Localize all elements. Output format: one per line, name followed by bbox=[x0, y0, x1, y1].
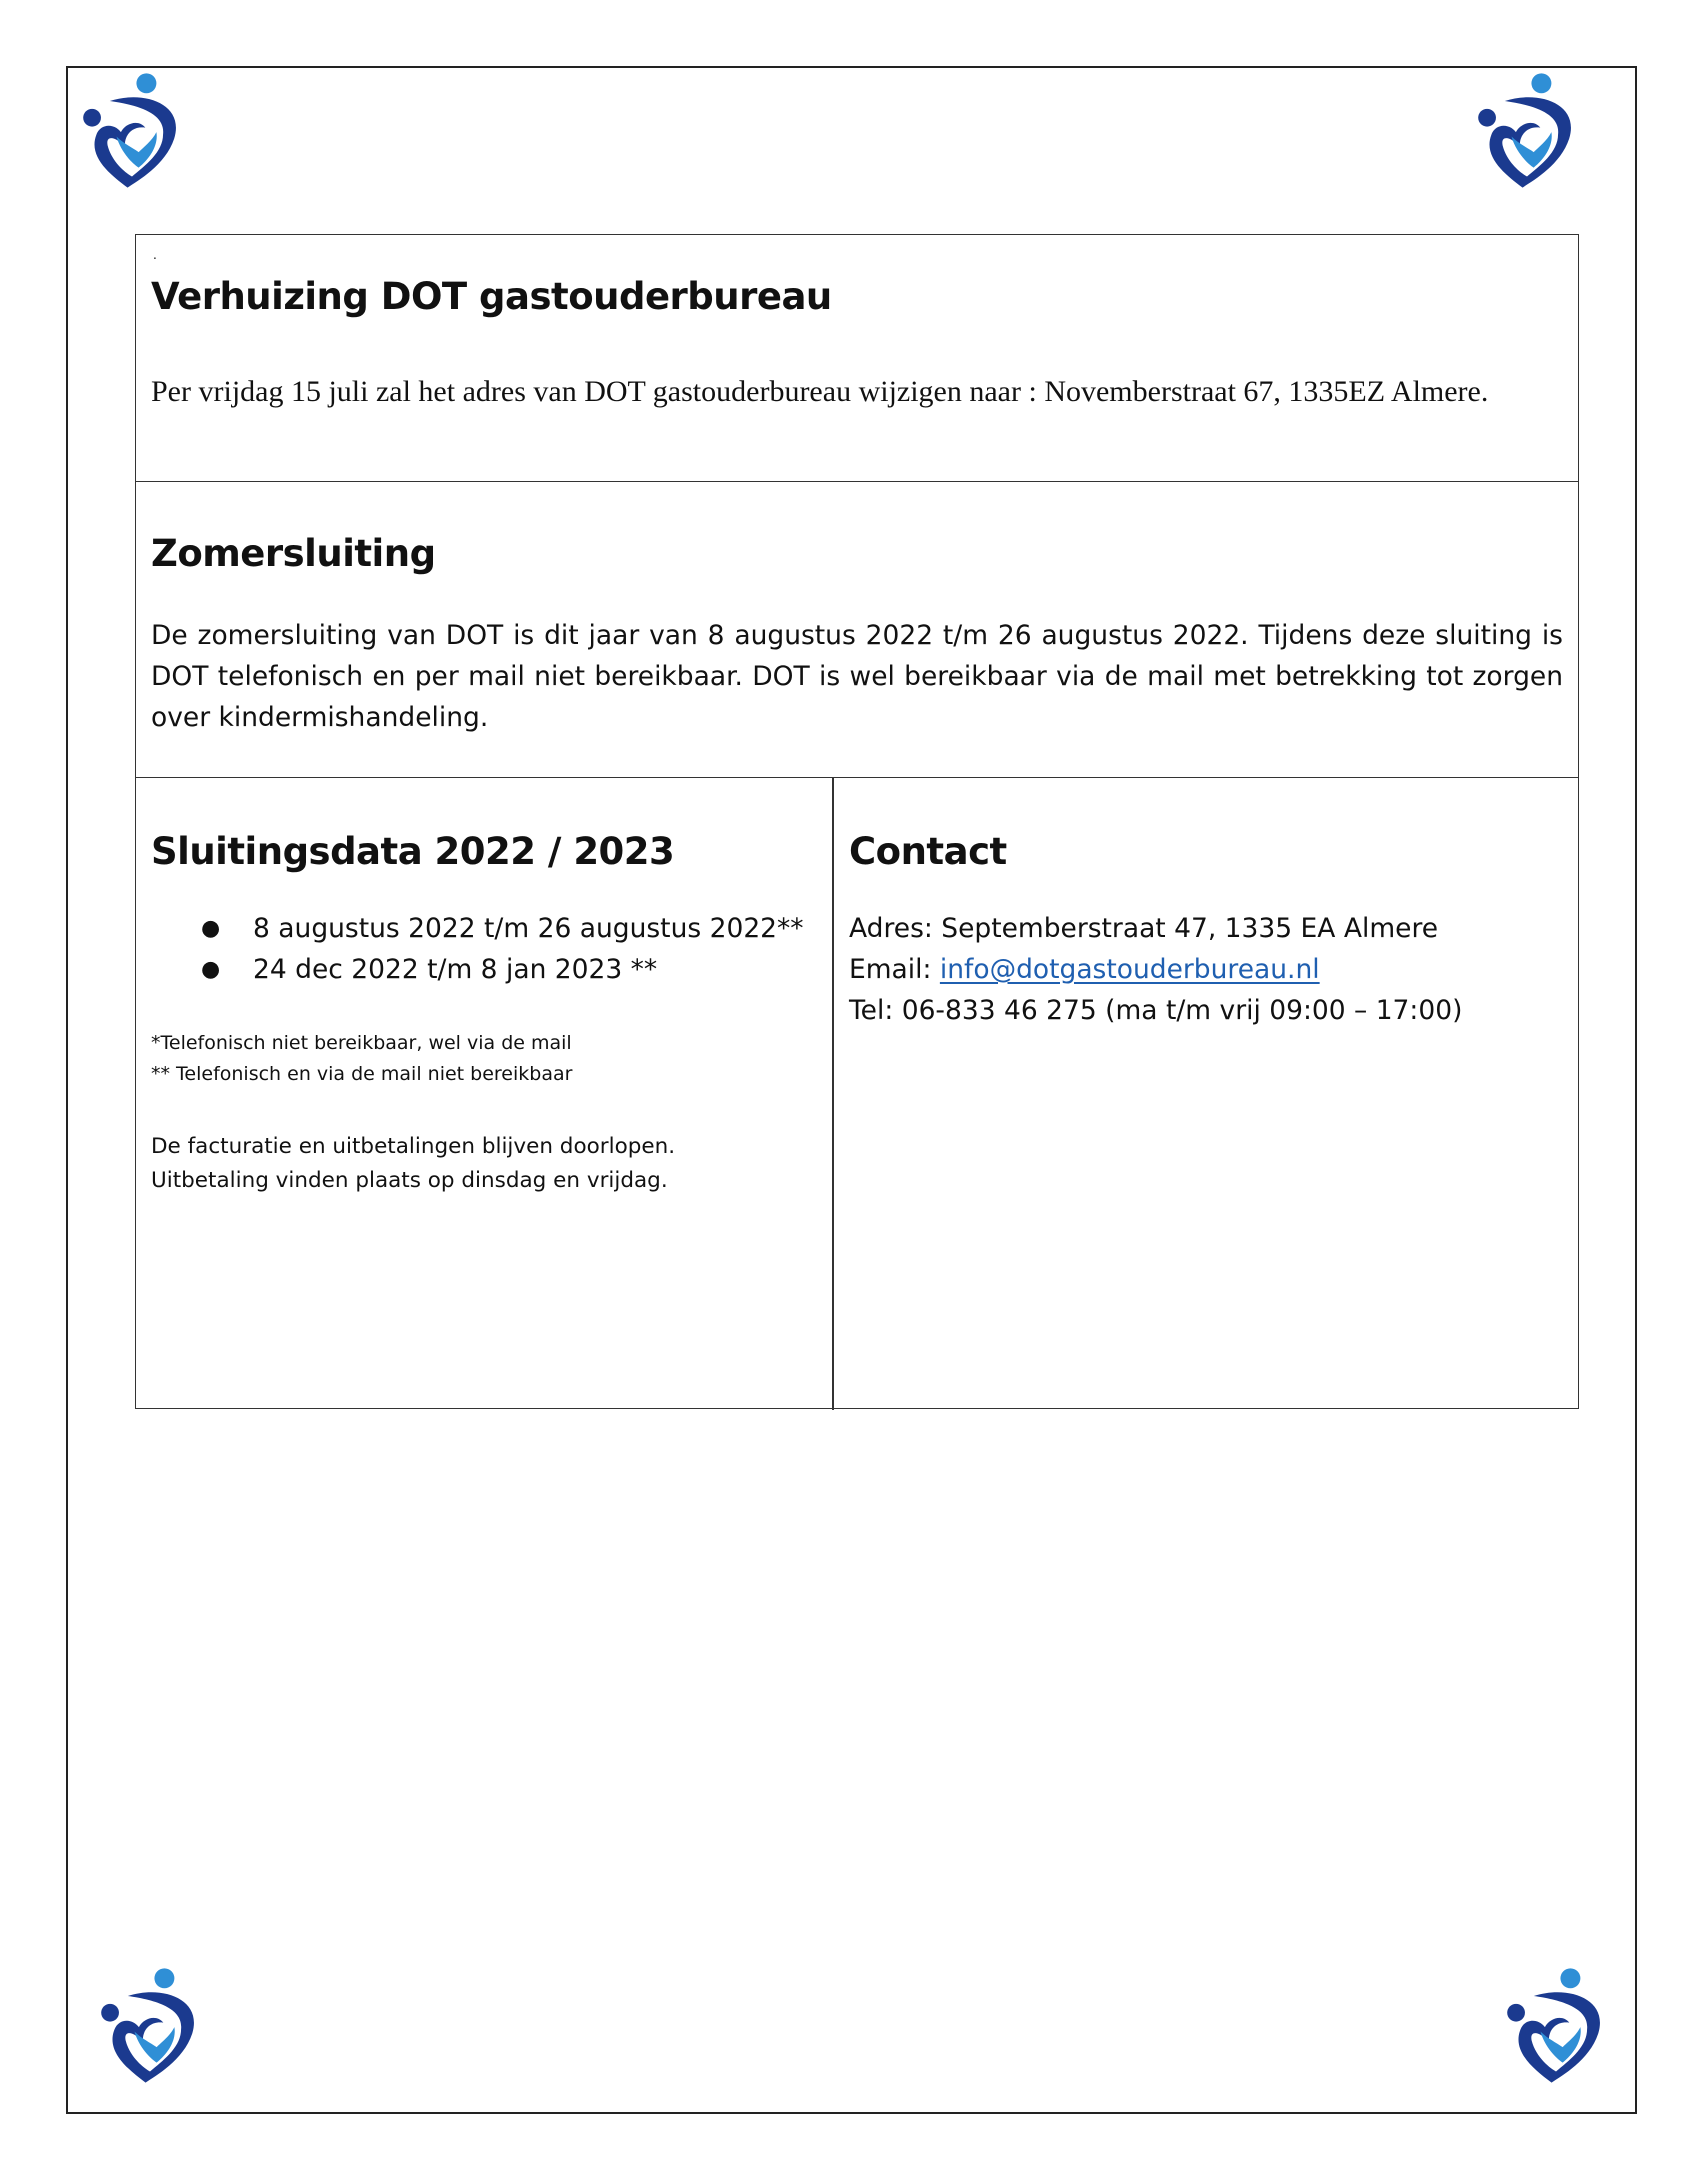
heart-logo-icon bbox=[94, 1965, 206, 2087]
note-line: ** Telefonisch en via de mail niet bereikbaar bbox=[151, 1063, 573, 1085]
email-label: Email: bbox=[849, 954, 940, 985]
heart-logo-icon bbox=[1471, 70, 1583, 192]
closing-date-text: 8 augustus 2022 t/m 26 augustus 2022** bbox=[253, 913, 804, 944]
billing-line: De facturatie en uitbetalingen blijven doorlopen. bbox=[151, 1134, 676, 1159]
contact-heading: Contact bbox=[849, 830, 1007, 873]
list-item bbox=[151, 949, 804, 990]
email-link[interactable]: info@dotgastouderbureau.nl bbox=[939, 954, 1320, 985]
heart-logo-icon-svg bbox=[1500, 1965, 1612, 2087]
billing-info bbox=[151, 1130, 675, 1198]
billing-line: Uitbetaling vinden plaats op dinsdag en vrijdag. bbox=[151, 1168, 668, 1193]
summer-closing-text: De zomersluiting van DOT is dit jaar van 8 augustus 2022 t/m 26 augustus 2022. Tijdens deze sluiting is DOT telefonisch en per mail niet bereikbaar. DOT is wel bereikbaar via de mail met betrekking tot zorgen over kindermishandeling. bbox=[151, 620, 1563, 733]
heart-logo-icon-svg bbox=[94, 1965, 206, 2087]
move-heading: Verhuizing DOT gastouderbureau bbox=[151, 275, 832, 318]
heart-logo-icon bbox=[76, 70, 188, 192]
list-item bbox=[151, 908, 804, 949]
heart-logo-icon-svg bbox=[1471, 70, 1583, 192]
note-line: *Telefonisch niet bereikbaar, wel via de mail bbox=[151, 1032, 572, 1054]
closing-dates-notes bbox=[151, 1028, 572, 1090]
closing-dates-section bbox=[136, 778, 834, 1410]
contact-details bbox=[849, 908, 1462, 1031]
closing-dates-heading: Sluitingsdata 2022 / 2023 bbox=[151, 830, 675, 873]
contact-address: Adres: Septemberstraat 47, 1335 EA Almere bbox=[849, 913, 1439, 944]
summer-closing-heading: Zomersluiting bbox=[151, 532, 436, 575]
summer-closing-section bbox=[136, 482, 1578, 778]
heart-logo-icon-svg bbox=[76, 70, 188, 192]
move-section bbox=[136, 235, 1578, 482]
newsletter-table bbox=[135, 234, 1579, 1409]
bullet-icon: ● bbox=[201, 957, 221, 982]
contact-phone: Tel: 06-833 46 275 (ma t/m vrij 09:00 – 17:00) bbox=[849, 995, 1463, 1026]
contact-email-row bbox=[849, 949, 1462, 990]
move-text: Per vrijdag 15 juli zal het adres van DOT gastouderbureau wijzigen naar : Novemberstraat 67, 1335EZ Almere. bbox=[151, 375, 1489, 408]
closing-dates-list bbox=[151, 908, 804, 990]
heart-logo-icon bbox=[1500, 1965, 1612, 2087]
bullet-icon: ● bbox=[201, 916, 221, 941]
closing-date-text: 24 dec 2022 t/m 8 jan 2023 ** bbox=[253, 954, 658, 985]
contact-section bbox=[834, 778, 1580, 1410]
dot-mark: . bbox=[153, 248, 157, 262]
